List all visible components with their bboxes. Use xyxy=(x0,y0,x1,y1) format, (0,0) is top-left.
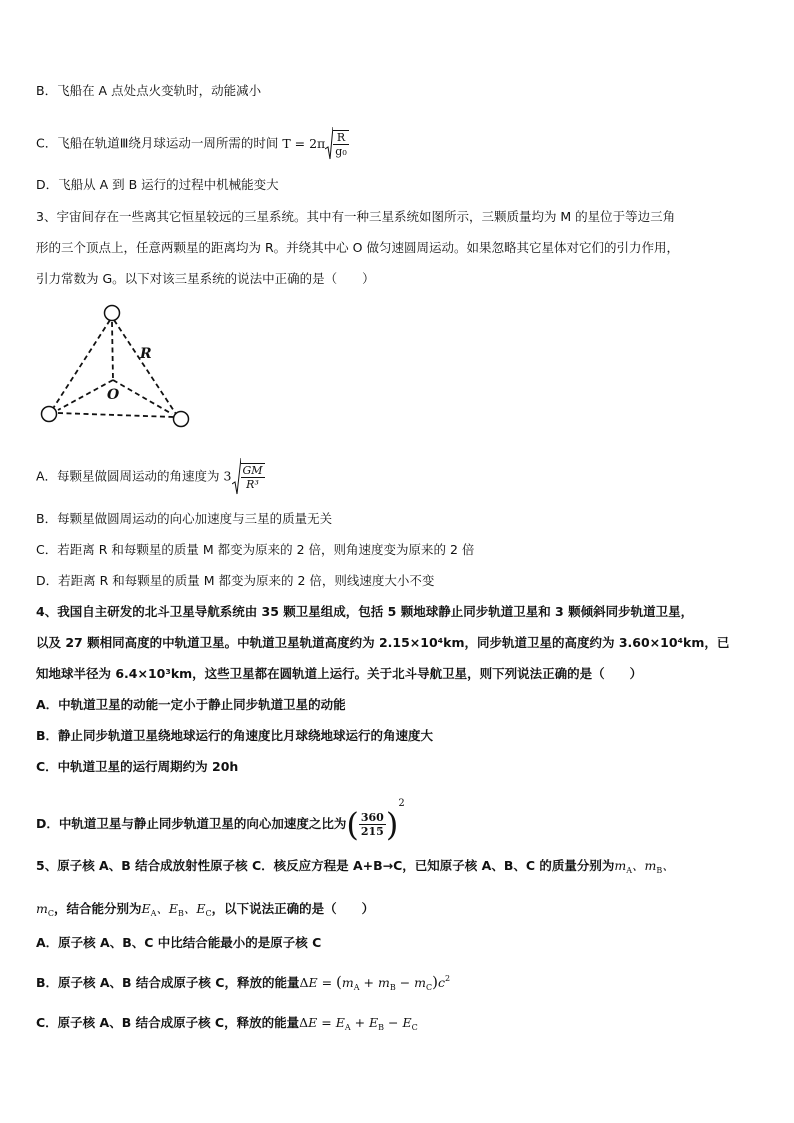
sqrt-symbol: $\frac{GM}{\text{R³}}$ xyxy=(232,458,265,496)
q2-option-c xyxy=(36,127,764,161)
q5-option-c: C．原子核 A、B 结合成原子核 C，释放的能量$\Delta E = E_A + E_B - E_C$ xyxy=(36,1015,418,1032)
triangle-edge-bottom xyxy=(58,413,174,417)
label-o: O xyxy=(107,387,120,403)
q3-option-b: B．每颗星做圆周运动的向心加速度与三星的质量无关 xyxy=(36,511,333,526)
q4-stem-line3: 知地球半径为 6.4×10³km，这些卫星都在圆轨道上运行。关于北斗导航卫星，则下列说法正确的是（ ） xyxy=(36,666,643,681)
q5-masses: $m_A$、$m_B$、 xyxy=(614,858,675,875)
three-star-figure xyxy=(36,300,196,435)
q4-stem-line1: 4、我国自主研发的北斗卫星导航系统由 35 颗卫星组成，包括 5 颗地球静止同步轨道卫星和 3 颗倾斜同步轨道卫星， xyxy=(36,604,694,619)
q4-option-c: C．中轨道卫星的运行周期约为 20h xyxy=(36,759,239,774)
q3-option-a: A．每颗星做圆周运动的角速度为 3 $\frac{GM}{\text{R³}}$ xyxy=(36,458,764,496)
q5-option-a: A．原子核 A、B、C 中比结合能最小的是原子核 C xyxy=(36,935,322,950)
radius-left xyxy=(58,380,113,410)
q2-option-d: D．飞船从 A 到 B 运行的过程中机械能变大 xyxy=(36,177,279,192)
q4-option-a: A．中轨道卫星的动能一定小于静止同步轨道卫星的动能 xyxy=(36,697,346,712)
q2-option-c-formula: T = 2π $\frac{R}{\text{g₀}}$ xyxy=(282,136,348,151)
q2-option-b: B．飞船在 A 点处点火变轨时，动能减小 xyxy=(36,83,262,98)
star-right xyxy=(174,412,189,427)
q5-stem-line1: 5、原子核 A、B 结合成放射性原子核 C．核反应方程是 A+B→C，已知原子核 A、B、C 的质量分别为$m_A$、$m_B$、 xyxy=(36,858,675,875)
q5-option-b: B．原子核 A、B 结合成原子核 C，释放的能量$\Delta E = (m_A + m_B - m_C)c^2$ xyxy=(36,973,451,992)
radius-right xyxy=(113,380,172,414)
q3-stem-line1: 3、宇宙间存在一些离其它恒星较远的三星系统。其中有一种三星系统如图所示，三颗质量均为 M 的星位于等边三角 xyxy=(36,209,676,224)
radius-top xyxy=(112,322,113,380)
label-r: R xyxy=(140,346,152,362)
q5-option-b-formula: $\Delta E = (m_A + m_B - m_C)c^2$ xyxy=(299,973,451,992)
q5-option-c-formula: $\Delta E = E_A + E_B - E_C$ xyxy=(299,1015,418,1032)
q3-stem-line2: 形的三个顶点上，任意两颗星的距离均为 R。并绕其中心 O 做匀速圆周运动。如果忽略其它星体对它们的引力作用， xyxy=(36,240,679,255)
q4-stem-line2: 以及 27 颗相同高度的中轨道卫星。中轨道卫星轨道高度约为 2.15×10⁴km，同步轨道卫星的高度约为 3.60×10⁴km，已 xyxy=(36,635,730,650)
q3-stem-line3: 引力常数为 G。以下对该三星系统的说法中正确的是（ ） xyxy=(36,271,375,286)
star-left xyxy=(42,407,57,422)
sqrt-symbol: $\frac{R}{\text{g₀}}$ xyxy=(325,127,348,161)
q2-option-c-text: C．飞船在轨道Ⅲ绕月球运动一周所需的时间 xyxy=(36,135,279,151)
q3-option-c: C．若距离 R 和每颗星的质量 M 都变为原来的 2 倍，则角速度变为原来的 2 倍 xyxy=(36,542,475,557)
triangle-edge-right xyxy=(114,320,176,414)
q4-option-d: D．中轨道卫星与静止同步轨道卫星的向心加速度之比为( $\frac{360}{215}$ )$^2$ xyxy=(36,798,405,844)
q4-option-b: B．静止同步轨道卫星绕地球运行的角速度比月球绕地球运行的角速度大 xyxy=(36,728,434,743)
q5-stem-line2: $m_C$，结合能分别为$E_A$、$E_B$、$E_C$，以下说法正确的是（ ） xyxy=(36,901,375,918)
star-top xyxy=(105,306,120,321)
q3-option-d: D．若距离 R 和每颗星的质量 M 都变为原来的 2 倍，则线速度大小不变 xyxy=(36,573,435,588)
